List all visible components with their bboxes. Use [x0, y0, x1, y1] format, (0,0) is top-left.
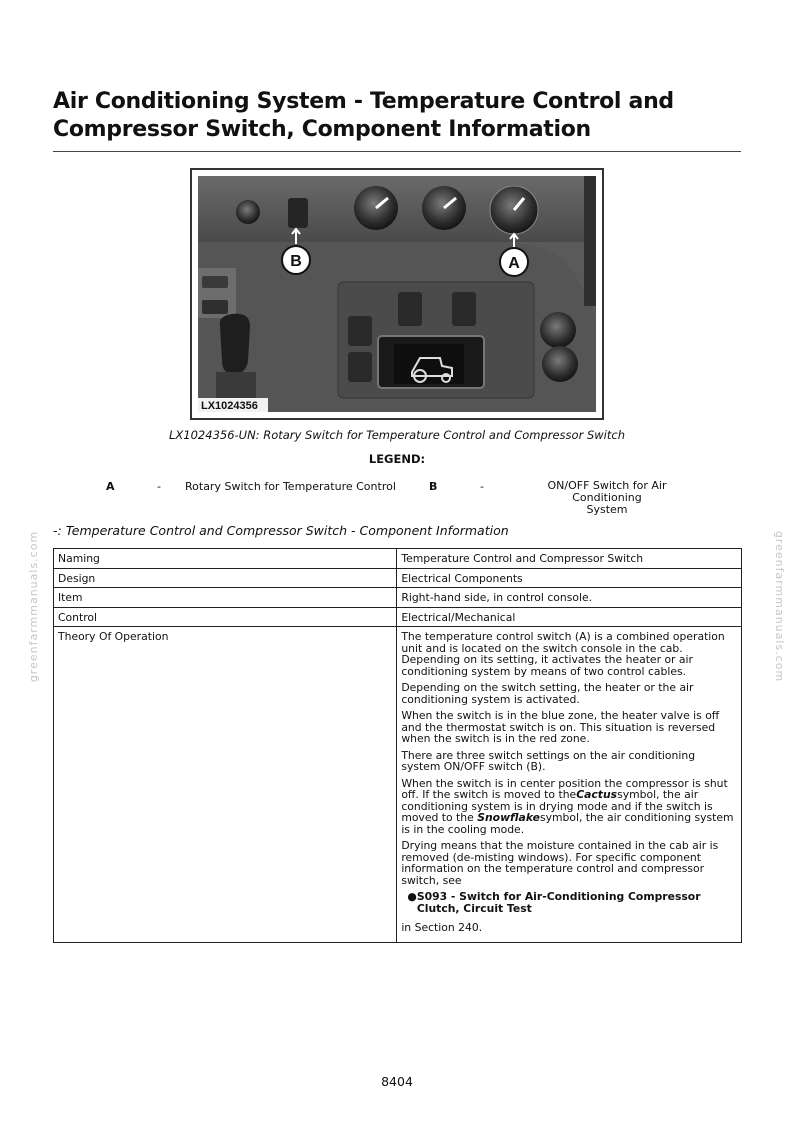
theory-text: When the switch is in center position the compressor is shut off. If the switch is moved to the	[401, 776, 728, 801]
title-line-1: Air Conditioning System - Temperature Control and	[53, 89, 674, 114]
theory-text: symbol, the air conditioning system is in drying mode and if the switch is moved to the	[401, 788, 713, 824]
legend-text-a: Rotary Switch for Temperature Control	[185, 480, 396, 493]
row-label: Item	[54, 588, 397, 608]
reference-link-text: S093 - Switch for Air-Conditioning Compressor Clutch, Circuit Test	[416, 890, 701, 915]
row-value: Electrical Components	[397, 568, 742, 588]
row-label: Naming	[54, 549, 397, 569]
row-label: Theory Of Operation	[54, 627, 397, 943]
table-row	[54, 627, 742, 943]
theory-paragraph: in Section 240.	[401, 921, 483, 934]
legend-text-b-line2: System	[586, 503, 628, 516]
row-value: Electrical/Mechanical	[397, 607, 742, 627]
row-value: Temperature Control and Compressor Switch	[397, 549, 742, 569]
theory-text: symbol, the air conditioning system is in the cooling mode.	[401, 811, 734, 836]
theory-paragraph: There are three switch settings on the air conditioning system ON/OFF switch (B).	[401, 748, 696, 773]
row-value: Right-hand side, in control console.	[397, 588, 742, 608]
watermark-right: greenfarmmanuals.com	[773, 530, 787, 683]
cab-console-photo	[190, 168, 604, 420]
theory-of-operation	[397, 627, 742, 943]
row-label: Control	[54, 607, 397, 627]
legend-title: LEGEND:	[368, 452, 426, 466]
theory-paragraph: The temperature control switch (A) is a combined operation unit and is located on the switch console in the cab. Depending on its setting, it activates the heater or air conditioning system by means of two control cables.	[401, 630, 725, 678]
page-number: 8404	[381, 1074, 413, 1089]
theory-paragraph: Drying means that the moisture contained in the cab air is removed (de-misting windows). For specific component information on the temperature control and compressor switch, see	[401, 839, 719, 887]
photo-id-label: LX1024356	[201, 400, 258, 412]
legend-text-b	[512, 480, 702, 516]
table-row	[54, 588, 742, 608]
theory-paragraph: Depending on the switch setting, the heater or the air conditioning system is activated.	[401, 681, 694, 706]
watermark-left: greenfarmmanuals.com	[27, 530, 41, 683]
title-divider	[53, 151, 741, 152]
component-info-table	[53, 548, 742, 943]
table-row	[54, 549, 742, 569]
table-caption: -: Temperature Control and Compressor Switch - Component Information	[53, 523, 509, 538]
row-label: Design	[54, 568, 397, 588]
theory-paragraph	[401, 778, 737, 836]
callout-a-label: A	[508, 255, 520, 272]
reference-bullet	[401, 891, 737, 914]
legend-dash-a: -	[157, 480, 161, 493]
bullet-dot-icon: ●	[407, 890, 417, 903]
legend-dash-b: -	[480, 480, 484, 493]
theory-paragraph: When the switch is in the blue zone, the heater valve is off and the thermostat switch is on. This situation is reversed when the switch is in the red zone.	[401, 709, 720, 745]
figure-caption: LX1024356-UN: Rotary Switch for Temperature Control and Compressor Switch	[169, 428, 625, 442]
callout-b-label: B	[290, 253, 302, 270]
title-line-2: Compressor Switch, Component Information	[53, 117, 591, 142]
table-row	[54, 607, 742, 627]
legend-text-b-line1: ON/OFF Switch for Air Conditioning	[547, 479, 667, 504]
legend-key-b: B	[429, 480, 438, 493]
cactus-term: Cactus	[576, 788, 618, 801]
snowflake-term: Snowflake	[477, 811, 540, 824]
legend-key-a: A	[106, 480, 115, 493]
console-illustration	[198, 176, 596, 412]
page-title	[53, 88, 743, 144]
table-row	[54, 568, 742, 588]
